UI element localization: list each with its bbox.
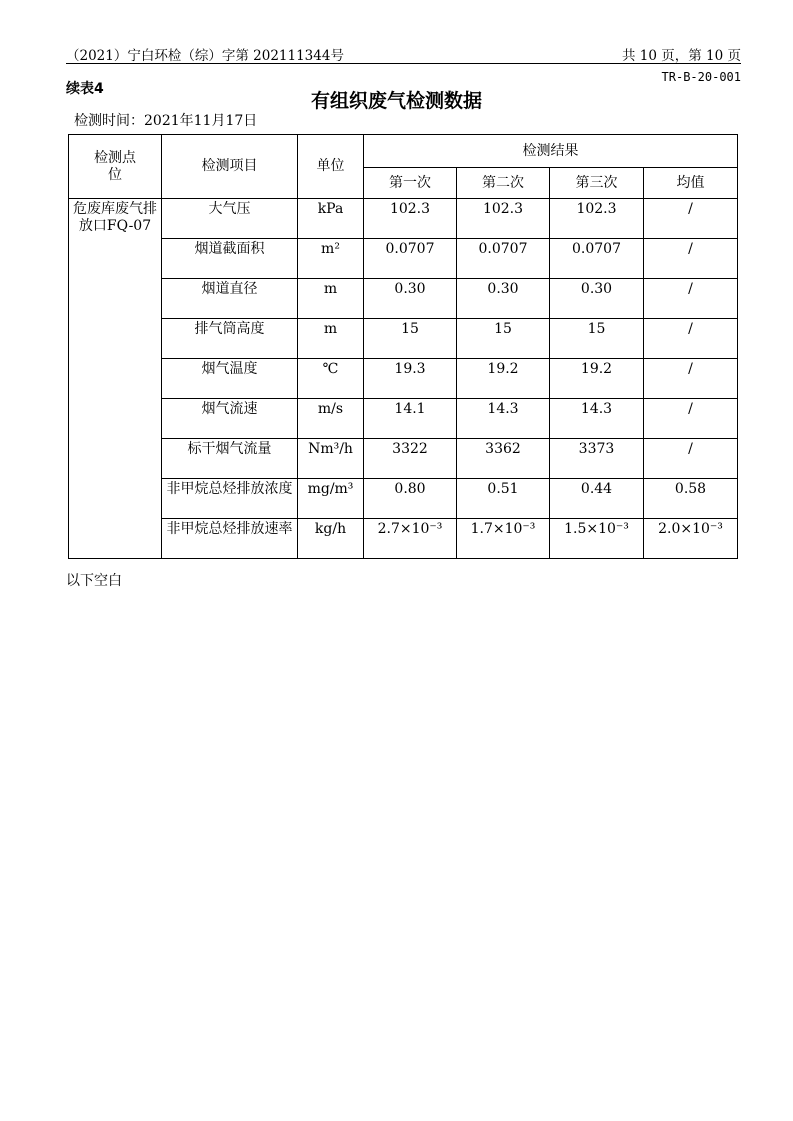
value-second: 3362: [457, 439, 550, 479]
item-cell: 烟气温度: [162, 359, 298, 399]
value-third: 102.3: [550, 199, 644, 239]
unit-cell: m/s: [298, 399, 364, 439]
value-first: 3322: [364, 439, 457, 479]
item-cell: 烟道截面积: [162, 239, 298, 279]
unit-cell: kg/h: [298, 519, 364, 559]
page-info: 共 10 页，第 10 页: [621, 48, 741, 64]
value-third: 19.2: [550, 359, 644, 399]
value-first: 19.3: [364, 359, 457, 399]
item-cell: 大气压: [162, 199, 298, 239]
page-title: 有组织废气检测数据: [310, 90, 482, 112]
table-row: [69, 519, 738, 559]
emission-data-table: [68, 134, 738, 559]
header-divider: [66, 63, 741, 64]
table-row: [69, 319, 738, 359]
table-row: [69, 199, 738, 239]
header-results: 检测结果: [364, 135, 738, 168]
value-mean: /: [644, 279, 738, 319]
value-first: 14.1: [364, 399, 457, 439]
value-second: 102.3: [457, 199, 550, 239]
item-cell: 烟道直径: [162, 279, 298, 319]
value-mean: /: [644, 319, 738, 359]
value-third: 15: [550, 319, 644, 359]
value-second: 0.30: [457, 279, 550, 319]
header-item: 检测项目: [162, 135, 298, 199]
item-cell: 非甲烷总烃排放速率: [162, 519, 298, 559]
value-third: 0.44: [550, 479, 644, 519]
unit-cell: mg/m³: [298, 479, 364, 519]
value-first: 0.80: [364, 479, 457, 519]
continuation-label: 续表4: [66, 81, 104, 97]
value-first: 15: [364, 319, 457, 359]
value-third: 1.5×10⁻³: [550, 519, 644, 559]
value-second: 14.3: [457, 399, 550, 439]
value-first: 0.0707: [364, 239, 457, 279]
value-third: 3373: [550, 439, 644, 479]
unit-cell: m²: [298, 239, 364, 279]
table-row: [69, 439, 738, 479]
test-time: 检测时间：2021年11月17日: [74, 113, 258, 129]
item-cell: 排气筒高度: [162, 319, 298, 359]
value-mean: 2.0×10⁻³: [644, 519, 738, 559]
unit-cell: m: [298, 319, 364, 359]
table-row: [69, 359, 738, 399]
unit-cell: m: [298, 279, 364, 319]
form-code: TR-B-20-001: [661, 70, 741, 84]
header-mean: 均值: [644, 168, 738, 199]
table-row: [69, 239, 738, 279]
value-second: 0.0707: [457, 239, 550, 279]
table-row: [69, 279, 738, 319]
value-mean: /: [644, 359, 738, 399]
value-first: 102.3: [364, 199, 457, 239]
report-number: （2021）宁白环检（综）字第 202111344号: [66, 48, 344, 64]
value-mean: /: [644, 439, 738, 479]
header-third: 第三次: [550, 168, 644, 199]
value-mean: /: [644, 239, 738, 279]
value-mean: 0.58: [644, 479, 738, 519]
header-location: 检测点位: [69, 135, 162, 199]
blank-below-note: 以下空白: [66, 573, 122, 589]
unit-cell: ℃: [298, 359, 364, 399]
location-cell: 危废库废气排放口FQ-07: [69, 199, 162, 559]
table-row: [69, 479, 738, 519]
item-cell: 烟气流速: [162, 399, 298, 439]
item-cell: 标干烟气流量: [162, 439, 298, 479]
value-second: 1.7×10⁻³: [457, 519, 550, 559]
value-first: 0.30: [364, 279, 457, 319]
unit-cell: Nm³/h: [298, 439, 364, 479]
value-third: 0.30: [550, 279, 644, 319]
header-first: 第一次: [364, 168, 457, 199]
value-third: 14.3: [550, 399, 644, 439]
table-row: [69, 399, 738, 439]
value-second: 15: [457, 319, 550, 359]
value-second: 19.2: [457, 359, 550, 399]
header-second: 第二次: [457, 168, 550, 199]
value-first: 2.7×10⁻³: [364, 519, 457, 559]
value-third: 0.0707: [550, 239, 644, 279]
value-mean: /: [644, 399, 738, 439]
value-mean: /: [644, 199, 738, 239]
value-second: 0.51: [457, 479, 550, 519]
header-unit: 单位: [298, 135, 364, 199]
unit-cell: kPa: [298, 199, 364, 239]
item-cell: 非甲烷总烃排放浓度: [162, 479, 298, 519]
